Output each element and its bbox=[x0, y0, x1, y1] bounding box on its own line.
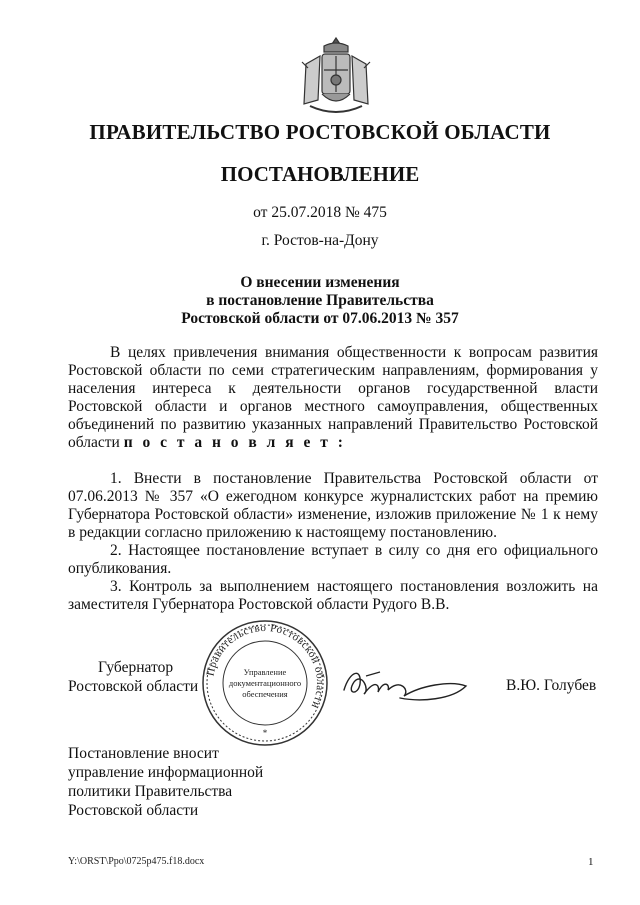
footer-file-path: Y:\ORST\Ppo\0725p475.f18.docx bbox=[68, 856, 205, 867]
document-type: ПОСТАНОВЛЕНИЕ bbox=[220, 162, 420, 186]
issuing-department bbox=[68, 744, 263, 820]
issuer-line: управление информационной bbox=[68, 764, 264, 781]
seal-inner-line: документационного bbox=[228, 678, 302, 688]
city-line: г. Ростов-на-Дону bbox=[261, 232, 379, 249]
coat-of-arms-emblem bbox=[294, 34, 378, 120]
seal-outer-text: Правительство Ростовской области bbox=[204, 621, 327, 711]
preamble-paragraph bbox=[68, 344, 598, 452]
position-line: Губернатор bbox=[98, 659, 174, 676]
document-subject bbox=[0, 274, 640, 328]
item-paragraph: 2. Настоящее постановление вступает в силу со дня его официального опубликования. bbox=[68, 542, 598, 577]
subject-line: О внесении изменения bbox=[240, 274, 400, 291]
official-seal-stamp bbox=[200, 618, 330, 748]
page-number: 1 bbox=[588, 856, 594, 868]
item-paragraph: 3. Контроль за выполнением настоящего постановления возложить на заместителя Губернатора Ростовской области Рудого В.В. bbox=[68, 578, 598, 613]
seal-inner-line: обеспечения bbox=[242, 689, 288, 699]
preamble-text: В целях привлечения внимания общественности к вопросам развития Ростовской области по семи стратегическим направлениям, формирования у населения интереса к деятельности органов государственной власти Ростовской области и органов местного самоуправления, общественных объединений по развитию указанных направлений Правительство Ростовской области bbox=[68, 344, 598, 451]
seal-star: * bbox=[262, 728, 268, 738]
issuer-line: Постановление вносит bbox=[68, 745, 219, 762]
document-body bbox=[68, 344, 598, 614]
subject-line: Ростовской области от 07.06.2013 № 357 bbox=[181, 310, 459, 327]
issuer-line: Ростовской области bbox=[68, 802, 199, 819]
signatory-name: В.Ю. Голубев bbox=[506, 677, 597, 694]
handwritten-signature bbox=[340, 660, 470, 708]
subject-line: в постановление Правительства bbox=[206, 292, 434, 309]
seal-inner-line: Управление bbox=[243, 667, 287, 677]
issuer-line: политики Правительства bbox=[68, 783, 233, 800]
organization-title: ПРАВИТЕЛЬСТВО РОСТОВСКОЙ ОБЛАСТИ bbox=[89, 120, 551, 144]
position-line: Ростовской области bbox=[68, 678, 199, 695]
item-paragraph: 1. Внести в постановление Правительства Ростовской области от 07.06.2013 № 357 «О ежегодном конкурсе журналистских работ на премию Губернатора Ростовской области» изменение, изложив приложение № 1 к нему в редакции согласно приложению к настоящему постановлению. bbox=[68, 470, 598, 541]
signatory-position bbox=[68, 658, 198, 696]
resolves-word: п о с т а н о в л я е т : bbox=[123, 434, 346, 451]
date-and-number: от 25.07.2018 № 475 bbox=[253, 204, 387, 221]
